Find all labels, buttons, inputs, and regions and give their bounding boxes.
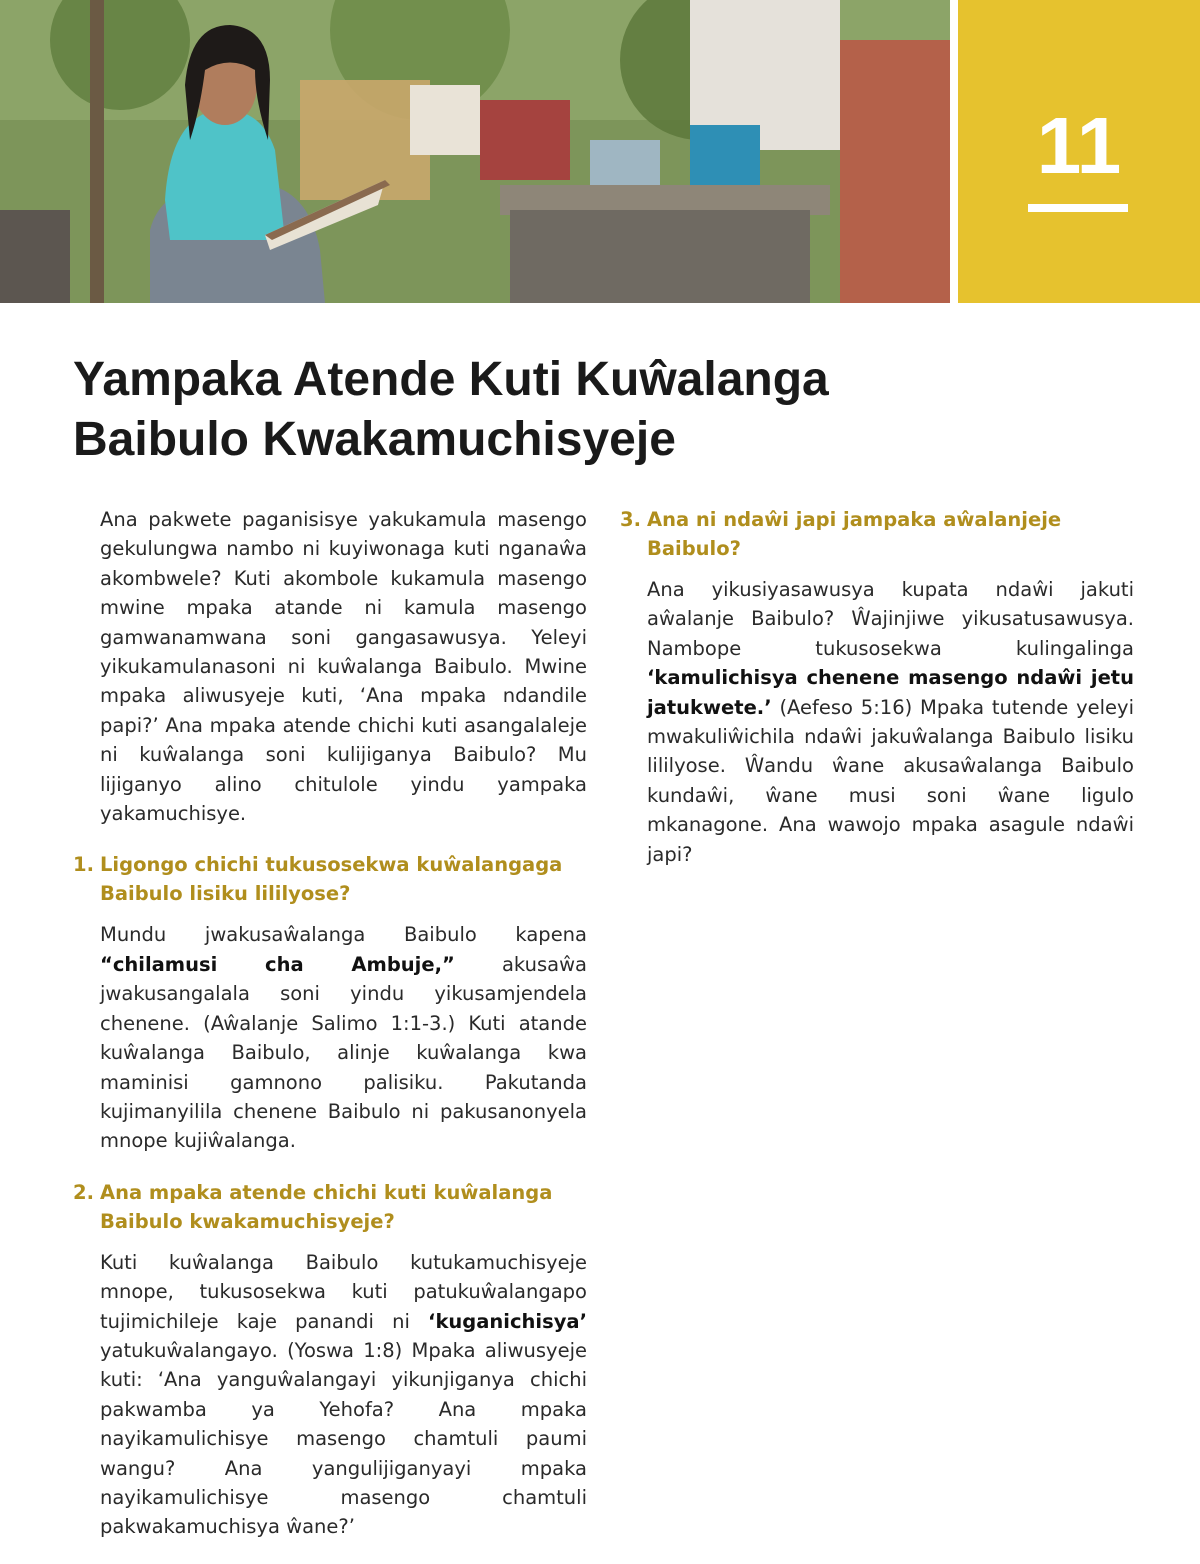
- hero-illustration: [0, 0, 950, 303]
- section-1-heading: [73, 850, 587, 908]
- section-1-question: Ligongo chichi tukusosekwa kuŵalangaga Baibulo lisiku lililyose?: [100, 853, 563, 906]
- section-3-body: [647, 575, 1134, 869]
- hero-photo: [0, 0, 950, 303]
- section-3-body-emphasis: ‘kamulichisya chenene masengo ndaŵi jetu jatukwete.’: [647, 666, 1134, 719]
- section-2-heading: [73, 1178, 587, 1236]
- lesson-number-underline: [1028, 204, 1128, 212]
- section-3-question: Ana ni ndaŵi japi jampaka aŵalanjeje Baibulo?: [647, 508, 1062, 560]
- section-3-heading: [620, 505, 1134, 563]
- section-2-body-text-b: yatukuŵalangayo. (Yoswa 1:8) Mpaka aliwusyeje kuti: ‘Ana yanguŵalangayi yikunjiganya chichi pakwamba ya Yehofa? Ana mpaka nayikamulichisye masengo chamtuli paumi wangu? Ana yangulijiganyayi mpaka nayikamulichisye masengo chamtuli pakwakamuchisya ŵane?’: [100, 1338, 587, 1539]
- section-2-body-emphasis: ‘kuganichisya’: [428, 1309, 587, 1333]
- lesson-badge: [958, 0, 1200, 303]
- left-column: [73, 505, 587, 1564]
- page-title: [73, 350, 973, 470]
- section-2-body: [100, 1248, 587, 1542]
- section-3-body-text-a: Ana yikusiyasawusya kupata ndaŵi jakuti aŵalanje Baibulo? Ŵajinjiwe yikusatusawusya. Nambope tukusosekwa kulingalinga: [647, 578, 1134, 660]
- section-1-body-text-b: akusaŵa jwakusangalala soni yindu yikusamjendela chenene. (Aŵalanje Salimo 1:1-3.) Kuti atande kuŵalanga Baibulo, alinje kuŵalanga kwa maminisi gamnono palisiku. Pakutanda kujimanyilila chenene Baibulo ni pakusanonyela mnope kujiŵalanga.: [100, 952, 587, 1153]
- section-1-number: 1.: [73, 853, 94, 877]
- page-title-line1: Yampaka Atende Kuti Kuŵalanga: [73, 353, 829, 406]
- section-2-number: 2.: [73, 1180, 94, 1204]
- right-column: [620, 505, 1134, 891]
- section-1-body-text-a: Mundu jwakusaŵalanga Baibulo kapena: [100, 923, 587, 947]
- section-1-body-emphasis: “chilamusi cha Ambuje,”: [100, 952, 455, 976]
- section-2-question: Ana mpaka atende chichi kuti kuŵalanga Baibulo kwakamuchisyeje?: [100, 1180, 553, 1233]
- intro-paragraph: Ana pakwete paganisisye yakukamula masengo gekulungwa nambo ni kuyiwonaga kuti nganaŵa akombwele? Kuti akombole kukamula masengo mwine mpaka atande ni kamula masengo gamwanamwana soni gangasawusya. Yeleyi yikukamulanasoni ni kuŵalanga Baibulo. Mwine mpaka aliwusyeje kuti, ‘Ana mpaka ndandile papi?’ Ana mpaka atende chichi kuti asangalaleje ni kuŵalanga soni kulijiganya Baibulo? Mu lijiganyo alino chitulole yindu yampaka yakamuchisye.: [100, 508, 587, 826]
- section-3-body-text-b: (Aefeso 5:16) Mpaka tutende yeleyi mwakuliŵichila ndaŵi jakuŵalanga Baibulo lisiku lililyose. Ŵandu ŵane akusaŵalanga Baibulo kundaŵi, ŵane musi soni ŵane ligulo mkanagone. Ana wawojo mpaka asagule ndaŵi japi?: [647, 695, 1134, 866]
- section-2-body-text-a: Kuti kuŵalanga Baibulo kutukamuchisyeje mnope, tukusosekwa kuti patukuŵalangapo tujimichileje kaje panandi ni: [100, 1250, 587, 1333]
- lesson-number: 11: [1036, 101, 1122, 190]
- section-3-number: 3.: [620, 508, 641, 531]
- page-title-line2: Baibulo Kwakamuchisyeje: [73, 413, 676, 466]
- section-1-body: [100, 920, 587, 1155]
